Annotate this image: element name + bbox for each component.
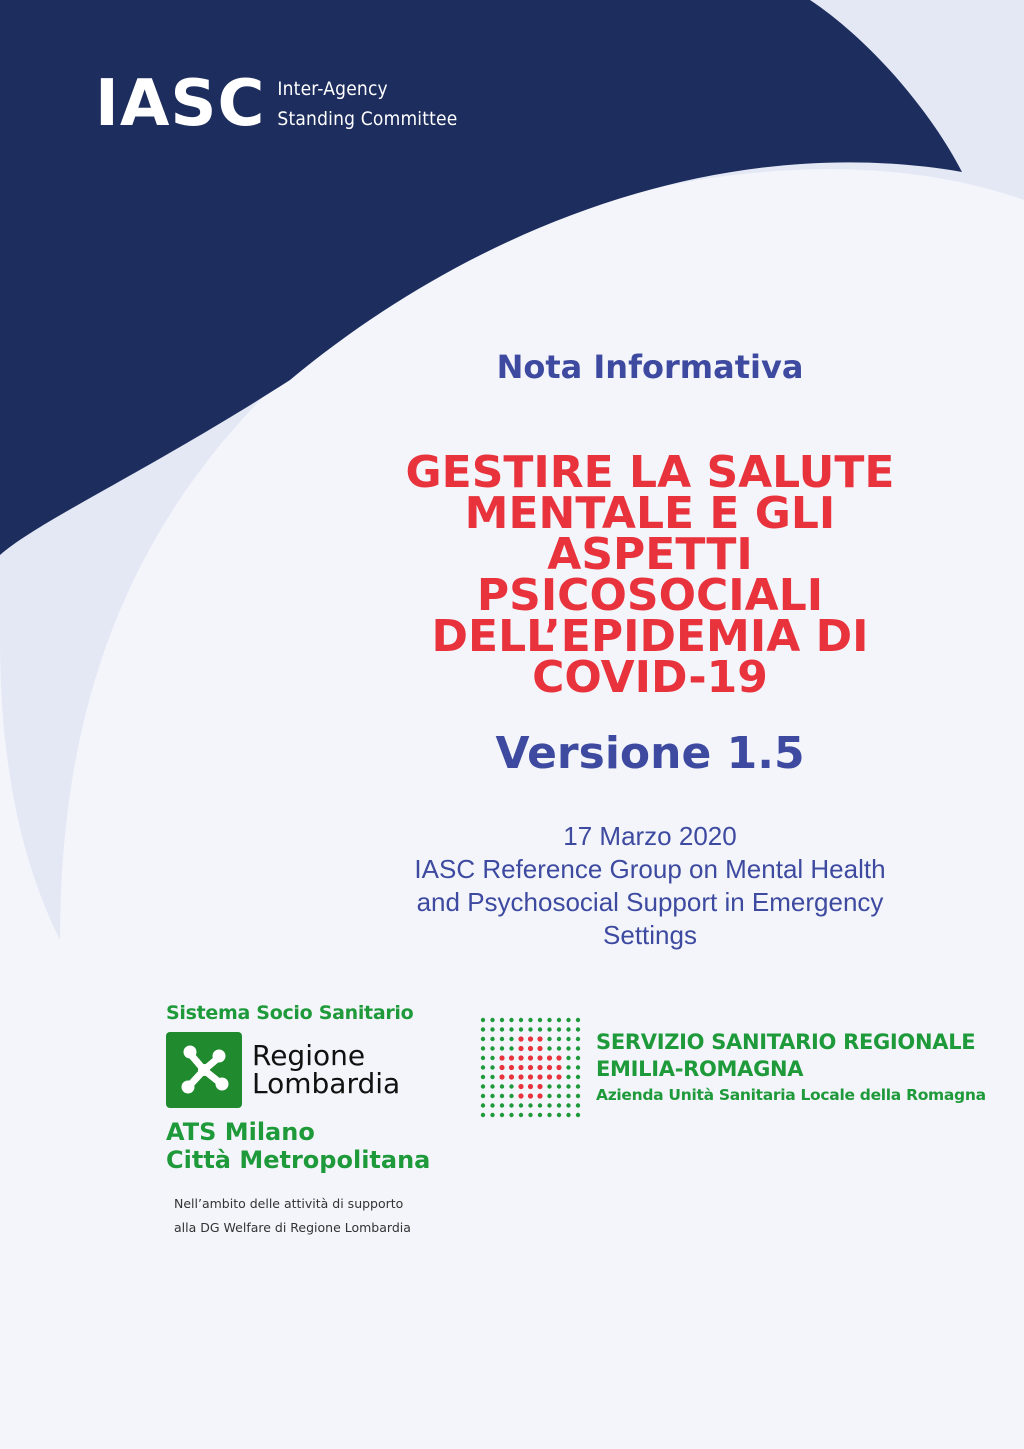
grid-dot <box>518 1074 523 1079</box>
author-line: Settings <box>603 920 697 950</box>
grid-dot <box>499 1074 504 1079</box>
regione-lombardia-logo <box>166 1002 436 1240</box>
grid-dot <box>509 1046 513 1050</box>
grid-dot <box>518 1046 523 1051</box>
grid-dot <box>500 1103 504 1107</box>
grid-dot <box>576 1037 580 1041</box>
grid-dot <box>547 1084 551 1088</box>
title-line: COVID-19 <box>532 652 768 703</box>
support-note <box>174 1192 436 1240</box>
grid-dot <box>557 1094 561 1098</box>
grid-dot <box>481 1027 485 1031</box>
document-type: Nota Informativa <box>496 348 804 386</box>
grid-dot <box>481 1075 485 1079</box>
grid-dot <box>557 1018 561 1022</box>
grid-dot <box>490 1075 494 1079</box>
grid-dot <box>537 1046 542 1051</box>
grid-dot <box>490 1094 494 1098</box>
grid-dot <box>500 1084 504 1088</box>
grid-dot <box>557 1046 561 1050</box>
grid-dot <box>481 1103 485 1107</box>
grid-dot <box>566 1056 570 1060</box>
grid-dot <box>481 1065 485 1069</box>
grid-dot <box>519 1113 523 1117</box>
grid-dot <box>547 1037 551 1041</box>
emilia-romagna-text <box>596 1029 986 1107</box>
grid-dot <box>528 1046 533 1051</box>
grid-dot <box>481 1046 485 1050</box>
grid-dot <box>538 1027 542 1031</box>
grid-dot <box>518 1065 523 1070</box>
grid-dot <box>490 1065 494 1069</box>
grid-dot <box>481 1113 485 1117</box>
grid-dot <box>557 1037 561 1041</box>
grid-dot <box>490 1046 494 1050</box>
grid-dot <box>566 1103 570 1107</box>
document-date: 17 Marzo 2020 <box>563 821 737 851</box>
document-version: Versione 1.5 <box>495 728 805 779</box>
grid-dot <box>528 1018 532 1022</box>
grid-dot <box>528 1055 533 1060</box>
grid-dot <box>566 1113 570 1117</box>
grid-dot <box>566 1094 570 1098</box>
grid-dot <box>528 1103 532 1107</box>
grid-dot <box>566 1084 570 1088</box>
grid-dot <box>481 1094 485 1098</box>
grid-dot <box>537 1074 542 1079</box>
grid-dot <box>547 1027 551 1031</box>
grid-dot <box>576 1027 580 1031</box>
grid-dot <box>490 1113 494 1117</box>
grid-dot <box>500 1094 504 1098</box>
grid-dot <box>576 1075 580 1079</box>
grid-dot <box>490 1037 494 1041</box>
document-meta <box>380 820 920 952</box>
grid-dot <box>557 1084 561 1088</box>
grid-dot <box>509 1018 513 1022</box>
grid-dot <box>566 1065 570 1069</box>
grid-dot <box>500 1113 504 1117</box>
grid-dot <box>528 1113 532 1117</box>
grid-dot <box>576 1018 580 1022</box>
grid-dot <box>547 1046 551 1050</box>
grid-dot <box>566 1027 570 1031</box>
grid-dot <box>490 1027 494 1031</box>
grid-dot <box>528 1065 533 1070</box>
grid-dot <box>537 1065 542 1070</box>
lombardia-top-label: Sistema Socio Sanitario <box>166 1002 414 1024</box>
grid-dot <box>509 1103 513 1107</box>
grid-dot <box>528 1093 533 1098</box>
grid-dot <box>481 1084 485 1088</box>
grid-dot <box>481 1056 485 1060</box>
grid-dot <box>509 1113 513 1117</box>
grid-dot <box>509 1084 513 1088</box>
grid-dot <box>500 1027 504 1031</box>
grid-dot <box>481 1018 485 1022</box>
grid-dot <box>556 1074 561 1079</box>
ssr-line1: SERVIZIO SANITARIO REGIONALE <box>596 1030 976 1054</box>
author-line: and Psychosocial Support in Emergency <box>416 887 884 917</box>
lombardia-name-line2: Lombardia <box>252 1067 401 1100</box>
grid-dot <box>519 1018 523 1022</box>
grid-dot <box>509 1074 514 1079</box>
grid-dot <box>538 1018 542 1022</box>
iasc-logo-abbr: IASC <box>95 67 266 141</box>
iasc-logo-line2: Standing Committee <box>277 108 458 130</box>
grid-dot <box>500 1018 504 1022</box>
grid-dot <box>576 1065 580 1069</box>
grid-dot <box>509 1027 513 1031</box>
ssr-line2: EMILIA-ROMAGNA <box>596 1057 804 1081</box>
ats-milano-label <box>166 1118 436 1174</box>
title-line: DELL’EPIDEMIA DI <box>431 611 869 662</box>
grid-dot <box>566 1018 570 1022</box>
grid-dot <box>547 1065 552 1070</box>
ssr-line3: Azienda Unità Sanitaria Locale della Romagna <box>596 1086 986 1104</box>
grid-dot <box>576 1094 580 1098</box>
grid-dot <box>528 1027 532 1031</box>
grid-dot <box>556 1055 561 1060</box>
grid-dot <box>509 1037 513 1041</box>
grid-dot <box>490 1018 494 1022</box>
grid-dot <box>566 1037 570 1041</box>
title-line: GESTIRE LA SALUTE <box>405 447 895 498</box>
support-line1: Nell’ambito delle attività di supporto <box>174 1196 404 1211</box>
grid-dot <box>519 1027 523 1031</box>
grid-dot <box>547 1055 552 1060</box>
grid-dot <box>518 1084 523 1089</box>
emilia-romagna-logo <box>478 1015 986 1121</box>
grid-dot <box>499 1065 504 1070</box>
grid-dot <box>537 1036 542 1041</box>
grid-dot <box>528 1074 533 1079</box>
lombardia-name-line1: Regione <box>252 1039 366 1072</box>
grid-dot <box>547 1113 551 1117</box>
support-line2: alla DG Welfare di Regione Lombardia <box>174 1220 411 1235</box>
grid-dot <box>576 1046 580 1050</box>
iasc-logo-line1: Inter-Agency <box>277 78 388 100</box>
grid-dot <box>566 1046 570 1050</box>
grid-dot <box>547 1103 551 1107</box>
grid-dot <box>557 1027 561 1031</box>
ats-line2: Città Metropolitana <box>166 1146 431 1174</box>
grid-dot <box>576 1103 580 1107</box>
ats-line1: ATS Milano <box>166 1118 315 1146</box>
grid-dot <box>538 1103 542 1107</box>
lombardia-emblem-row <box>166 1032 436 1108</box>
grid-dot <box>509 1094 513 1098</box>
grid-dot <box>509 1055 514 1060</box>
title-line: PSICOSOCIALI <box>476 570 824 621</box>
grid-dot <box>557 1103 561 1107</box>
grid-dot <box>576 1056 580 1060</box>
grid-dot <box>557 1113 561 1117</box>
grid-dot <box>528 1084 533 1089</box>
grid-dot <box>537 1084 542 1089</box>
rosa-camuna-icon <box>166 1032 242 1108</box>
title-line: MENTALE E GLI <box>464 488 836 539</box>
iasc-logo-fullname <box>277 74 457 134</box>
grid-dot <box>547 1094 551 1098</box>
grid-dot <box>500 1046 504 1050</box>
grid-dot <box>576 1084 580 1088</box>
grid-dot <box>518 1036 523 1041</box>
document-title <box>380 447 920 703</box>
grid-dot <box>547 1018 551 1022</box>
grid-dot <box>499 1055 504 1060</box>
grid-dot <box>537 1055 542 1060</box>
grid-dot <box>547 1074 552 1079</box>
grid-dot <box>519 1103 523 1107</box>
grid-dot <box>538 1113 542 1117</box>
grid-dot <box>500 1037 504 1041</box>
lombardia-name <box>252 1039 401 1100</box>
grid-dot <box>528 1036 533 1041</box>
dot-grid-icon <box>478 1015 582 1121</box>
grid-dot <box>490 1084 494 1088</box>
grid-dot <box>566 1075 570 1079</box>
grid-dot <box>518 1093 523 1098</box>
grid-dot <box>490 1056 494 1060</box>
grid-dot <box>576 1113 580 1117</box>
author-line: IASC Reference Group on Mental Health <box>414 854 886 884</box>
grid-dot <box>518 1055 523 1060</box>
grid-dot <box>481 1037 485 1041</box>
grid-dot <box>537 1093 542 1098</box>
iasc-logo <box>95 67 458 141</box>
grid-dot <box>490 1103 494 1107</box>
grid-dot <box>556 1065 561 1070</box>
title-line: ASPETTI <box>547 529 753 580</box>
grid-dot <box>509 1065 514 1070</box>
